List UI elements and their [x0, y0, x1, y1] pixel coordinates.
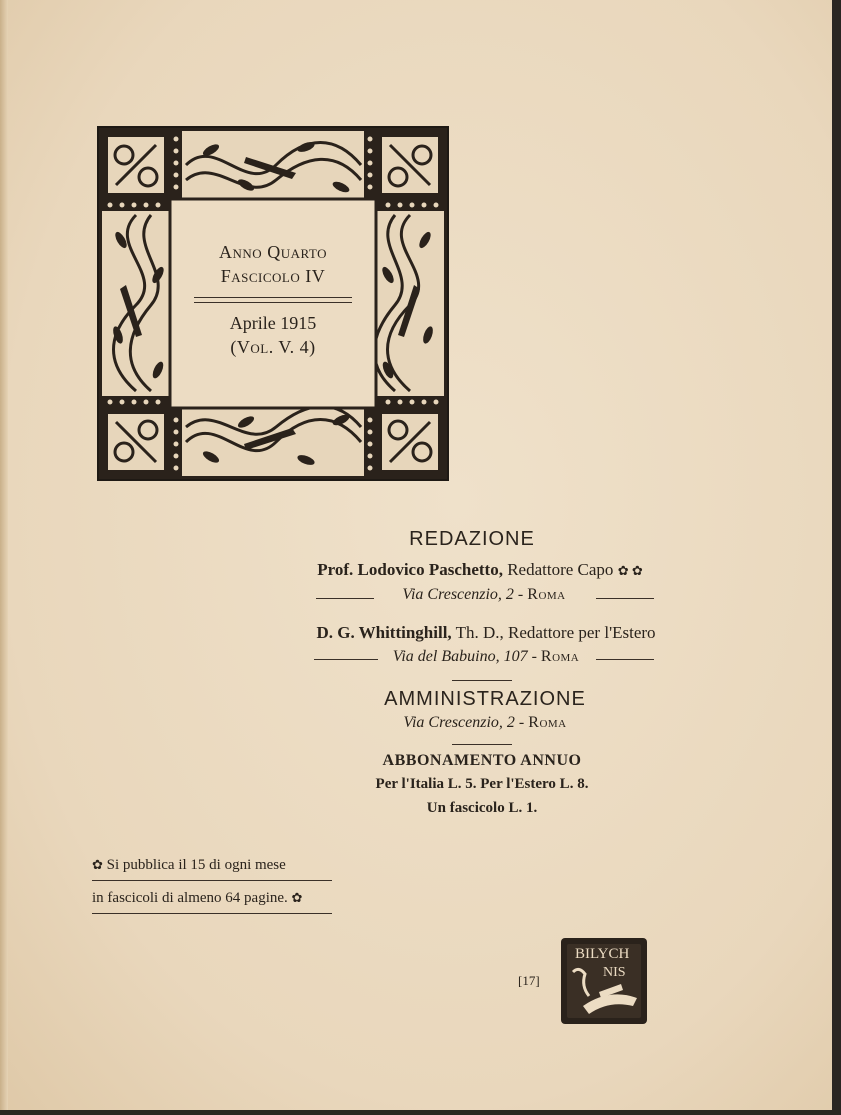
- abbonamento-title: ABBONAMENTO ANNUO: [382, 752, 582, 769]
- frame-double-rule: [194, 297, 352, 303]
- editor2-address: Via del Babuino, 107 -: [392, 648, 537, 665]
- short-rule: [452, 744, 512, 745]
- publication-line2: [92, 890, 302, 907]
- editor1-address-line: [374, 586, 594, 604]
- abbonamento-prices: Per l'Italia L. 5. Per l'Estero L. 8.: [375, 776, 589, 792]
- volume-label: (Vol. V. 4): [230, 337, 316, 357]
- logo-text-bottom: NIS: [603, 965, 626, 980]
- editor1-line: [300, 560, 660, 580]
- page-number: [17]: [518, 973, 540, 988]
- right-rule: [596, 598, 654, 599]
- abbonamento-single: Un fascicolo L. 1.: [426, 800, 538, 816]
- flower-ornament-icon: ✿: [291, 890, 303, 905]
- editor1-name: Prof. Lodovico Paschetto,: [317, 560, 503, 579]
- editor2-line: [300, 623, 672, 643]
- issue-label: Fascicolo IV: [220, 266, 326, 286]
- editor1-role: Redattore Capo: [507, 560, 614, 579]
- editor2-address-line: [378, 648, 594, 666]
- year-label: Anno Quarto: [219, 242, 327, 262]
- editor1-address: Via Crescenzio, 2 -: [402, 586, 524, 603]
- short-rule: [452, 680, 512, 681]
- bilychnis-emblem-icon: [559, 936, 649, 1026]
- amministrazione-address-line: [370, 714, 600, 732]
- editor1-city: Roma: [527, 586, 566, 603]
- date-label: Aprile 1915: [229, 313, 317, 333]
- left-rule: [316, 598, 374, 599]
- flower-ornament-icon: ✿ ✿: [617, 563, 643, 578]
- publication-rule: [92, 913, 332, 914]
- frame-text-block: [170, 240, 376, 359]
- left-rule: [314, 659, 378, 660]
- page-spine-edge: [0, 0, 8, 1110]
- logo-text-top: BILYCH: [575, 946, 630, 962]
- editor2-city: Roma: [540, 648, 580, 665]
- amministrazione-city: Roma: [528, 714, 567, 731]
- amministrazione-title: AMMINISTRAZIONE: [384, 688, 586, 710]
- editor2-role: Th. D., Redattore per l'Estero: [455, 623, 656, 642]
- flower-ornament-icon: ✿: [92, 857, 103, 872]
- publication-line1: [92, 857, 286, 874]
- amministrazione-address: Via Crescenzio, 2 -: [403, 714, 525, 731]
- publication-text1: Si pubblica il 15 di ogni mese: [106, 857, 286, 873]
- editor2-name: D. G. Whittinghill,: [316, 623, 452, 642]
- publication-text2: in fascicoli di almeno 64 pagine.: [92, 890, 288, 906]
- right-rule: [596, 659, 654, 660]
- publication-rule: [92, 880, 332, 881]
- redazione-title: REDAZIONE: [409, 528, 535, 550]
